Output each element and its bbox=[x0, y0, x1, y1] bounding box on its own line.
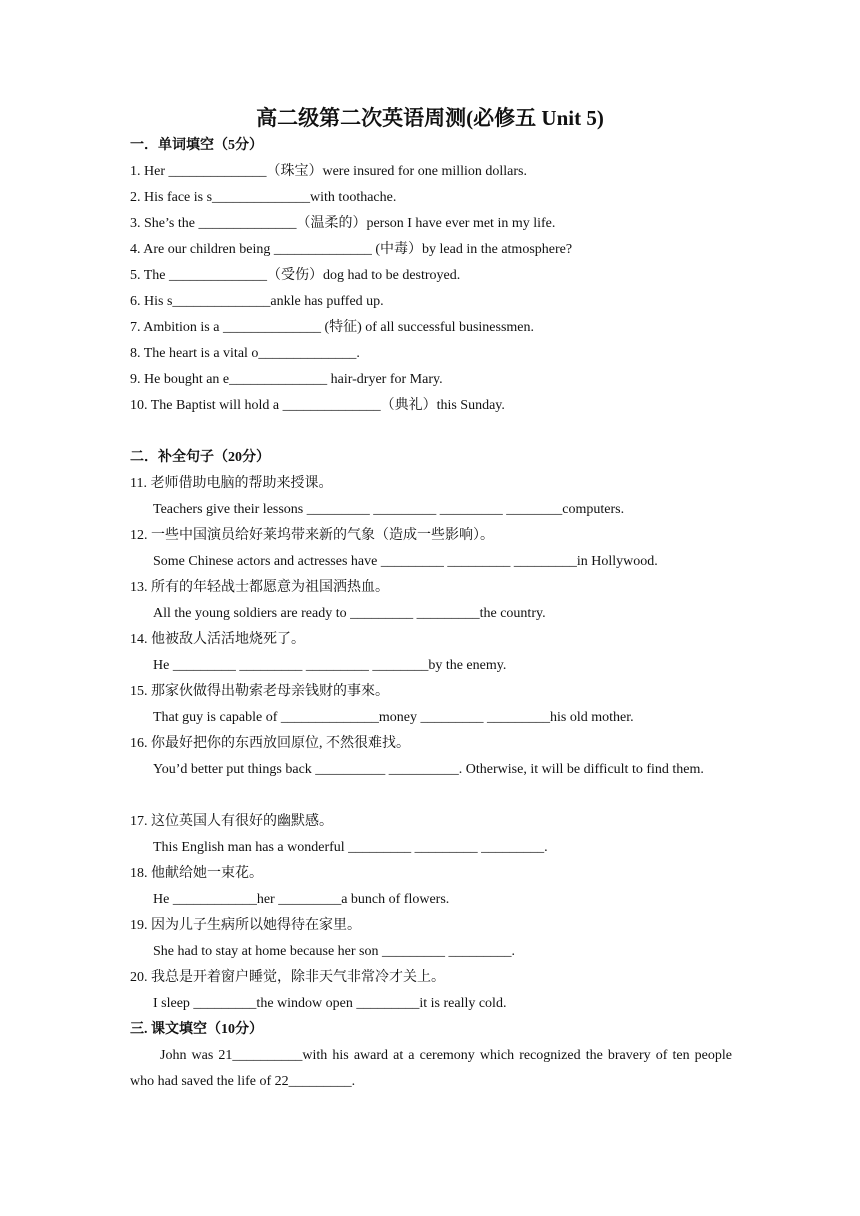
question-6: 6. His s______________ankle has puffed up. bbox=[130, 294, 384, 309]
question-15-english: That guy is capable of ______________money _________ _________his old mother. bbox=[153, 710, 634, 725]
question-1: 1. Her ______________（珠宝）were insured for one million dollars. bbox=[130, 164, 527, 179]
question-17-english: This English man has a wonderful _________ _________ _________. bbox=[153, 840, 548, 855]
section-3-paragraph: John was 21__________with his award at a ceremony which recognized the bravery of ten people who had saved the life of 22_________. bbox=[130, 1048, 732, 1089]
question-19-chinese: 19. 因为儿子生病所以她得待在家里。 bbox=[130, 918, 361, 933]
question-11-english: Teachers give their lessons _________ _________ _________ ________computers. bbox=[153, 502, 625, 517]
question-7: 7. Ambition is a ______________ (特征) of all successful businessmen. bbox=[130, 320, 535, 335]
question-3: 3. She’s the ______________（温柔的）person I have ever met in my life. bbox=[130, 216, 556, 231]
question-19-english: She had to stay at home because her son _________ _________. bbox=[153, 944, 515, 959]
section-1-heading: 一．单词填空（5分） bbox=[130, 138, 263, 153]
question-18-english: He ____________her _________a bunch of flowers. bbox=[153, 892, 450, 907]
question-20-english: I sleep _________the window open _________it is really cold. bbox=[153, 996, 507, 1011]
question-12-english: Some Chinese actors and actresses have _________ _________ _________in Hollywood. bbox=[153, 554, 658, 569]
question-15-chinese: 15. 那家伙做得出勒索老母亲钱财的事來。 bbox=[130, 684, 389, 699]
section-3-heading: 三. 课文填空（10分） bbox=[130, 1022, 263, 1037]
question-4: 4. Are our children being ______________ (中毒）by lead in the atmosphere? bbox=[130, 242, 573, 257]
question-18-chinese: 18. 他献给她一束花。 bbox=[130, 866, 263, 881]
question-17-chinese: 17. 这位英国人有很好的幽默感。 bbox=[130, 814, 333, 829]
question-16-chinese: 16. 你最好把你的东西放回原位, 不然很难找。 bbox=[130, 736, 410, 751]
section-2-heading: 二．补全句子（20分） bbox=[130, 450, 270, 465]
question-11-chinese: 11. 老师借助电脑的帮助来授课。 bbox=[130, 476, 333, 491]
question-8: 8. The heart is a vital o______________. bbox=[130, 346, 360, 361]
question-20-chinese: 20. 我总是开着窗户睡觉，除非天气非常冷才关上。 bbox=[130, 970, 445, 985]
question-14-english: He _________ _________ _________ ________by the enemy. bbox=[153, 658, 507, 673]
question-14-chinese: 14. 他被敌人活活地烧死了。 bbox=[130, 632, 305, 647]
question-10: 10. The Baptist will hold a ______________（典礼）this Sunday. bbox=[130, 398, 505, 413]
question-13-english: All the young soldiers are ready to _________ _________the country. bbox=[153, 606, 546, 621]
question-2: 2. His face is s______________with toothache. bbox=[130, 190, 397, 205]
question-12-chinese: 12. 一些中国演员给好莱坞带来新的气象（造成一些影响）。 bbox=[130, 528, 494, 543]
question-16-english: You’d better put things back __________ __________. Otherwise, it will be difficult to find them. bbox=[153, 762, 704, 777]
question-13-chinese: 13. 所有的年轻战士都愿意为祖国洒热血。 bbox=[130, 580, 389, 595]
page-title: 高二级第二次英语周测(必修五 Unit 5) bbox=[256, 106, 604, 130]
question-9: 9. He bought an e______________ hair-dryer for Mary. bbox=[130, 372, 443, 387]
question-5: 5. The ______________（受伤）dog had to be destroyed. bbox=[130, 268, 461, 283]
